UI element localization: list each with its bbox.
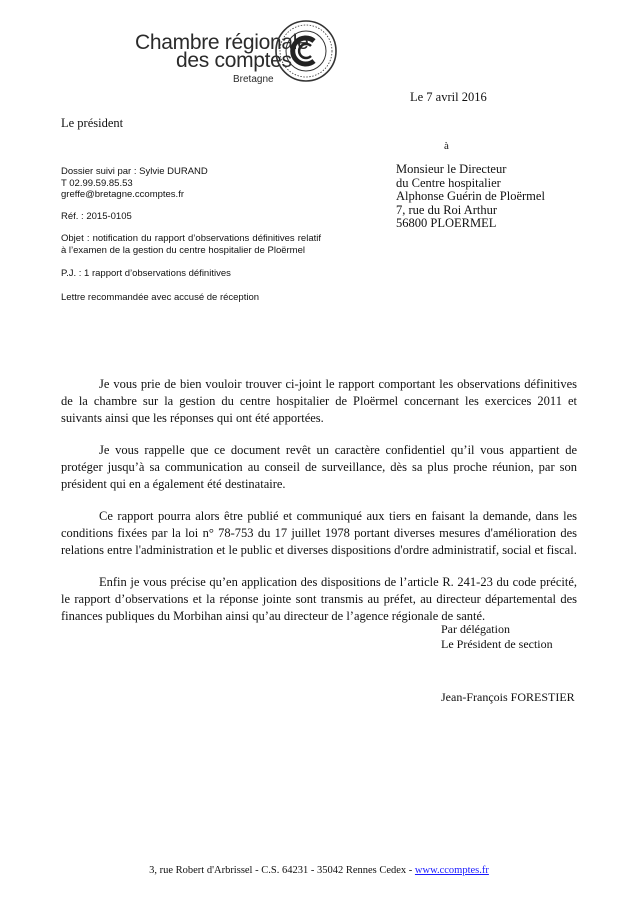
logo-title-line2: des comptes	[176, 49, 292, 72]
ccomptes-seal-icon	[274, 19, 338, 83]
dossier-phone: T 02.99.59.85.53	[61, 177, 133, 189]
recipient-prefix: à	[444, 140, 449, 152]
letter-date: Le 7 avril 2016	[410, 90, 487, 104]
signer-name: Jean-François FORESTIER	[441, 690, 575, 704]
logo-region: Bretagne	[233, 74, 274, 85]
delivery-mode: Lettre recommandée avec accusé de réception	[61, 292, 260, 303]
signer-role: Le Président de section	[441, 637, 553, 651]
recipient-line: 56800 PLOERMEL	[396, 216, 497, 230]
website-link[interactable]: www.ccomptes.fr	[414, 865, 489, 876]
recipient-line: 7, rue du Roi Arthur	[396, 202, 498, 217]
letter-body	[61, 376, 577, 640]
body-paragraph: Ce rapport pourra alors être publié et communiqué aux tiers en faisant la demande, dans les conditions fixées par la loi n° 78-753 du 17 juillet 1978 portant diverses mesures d'amélioration des relations entre l'administration et le public et diverses dispositions d'ordre administratif, social et fiscal.	[61, 509, 577, 557]
reference: Réf. : 2015-0105	[61, 211, 132, 222]
dossier-follower: Dossier suivi par : Sylvie DURAND	[61, 166, 208, 177]
sender-title: Le président	[61, 116, 124, 130]
subject: Objet : notification du rapport d’observations définitives relatif à l’examen de la gestion du centre hospitalier de Ploërmel	[61, 233, 321, 256]
attachments: P.J. : 1 rapport d’observations définitives	[61, 268, 231, 279]
body-paragraph: Enfin je vous précise qu’en application des dispositions de l’article R. 241-23 du code précité, le rapport d’observations et la réponse jointe sont transmis au préfet, au directeur départemental des finances publiques du Morbihan ainsi qu’au directeur de l’agence régionale de santé.	[61, 575, 577, 623]
body-paragraph: Je vous prie de bien vouloir trouver ci-joint le rapport comportant les observations définitives de la chambre sur la gestion du centre hospitalier de Ploërmel concernant les exercices 2011 et suivants ainsi que les réponses qui ont été apportées.	[61, 377, 577, 425]
dossier-email: greffe@bretagne.ccomptes.fr	[61, 189, 185, 200]
logo-title-line1: Chambre régionale	[135, 31, 309, 54]
dossier-block	[61, 166, 321, 201]
footer	[0, 865, 638, 876]
recipient-line: Monsieur le Directeur	[396, 162, 507, 176]
delegation-line: Par délégation	[441, 622, 510, 636]
footer-address: 3, rue Robert d'Arbrissel - C.S. 64231 - 35042 Rennes Cedex -	[149, 865, 415, 876]
recipient-line: du Centre hospitalier	[396, 175, 501, 190]
recipient-address	[396, 163, 545, 231]
recipient-line: Alphonse Guérin de Ploërmel	[396, 189, 545, 203]
body-paragraph: Je vous rappelle que ce document revêt un caractère confidentiel qu’il vous appartient de protéger jusqu’à sa communication au conseil de surveillance, dès sa plus proche réunion, par son président qui en a également été destinataire.	[61, 443, 577, 491]
signature-block	[441, 622, 553, 652]
